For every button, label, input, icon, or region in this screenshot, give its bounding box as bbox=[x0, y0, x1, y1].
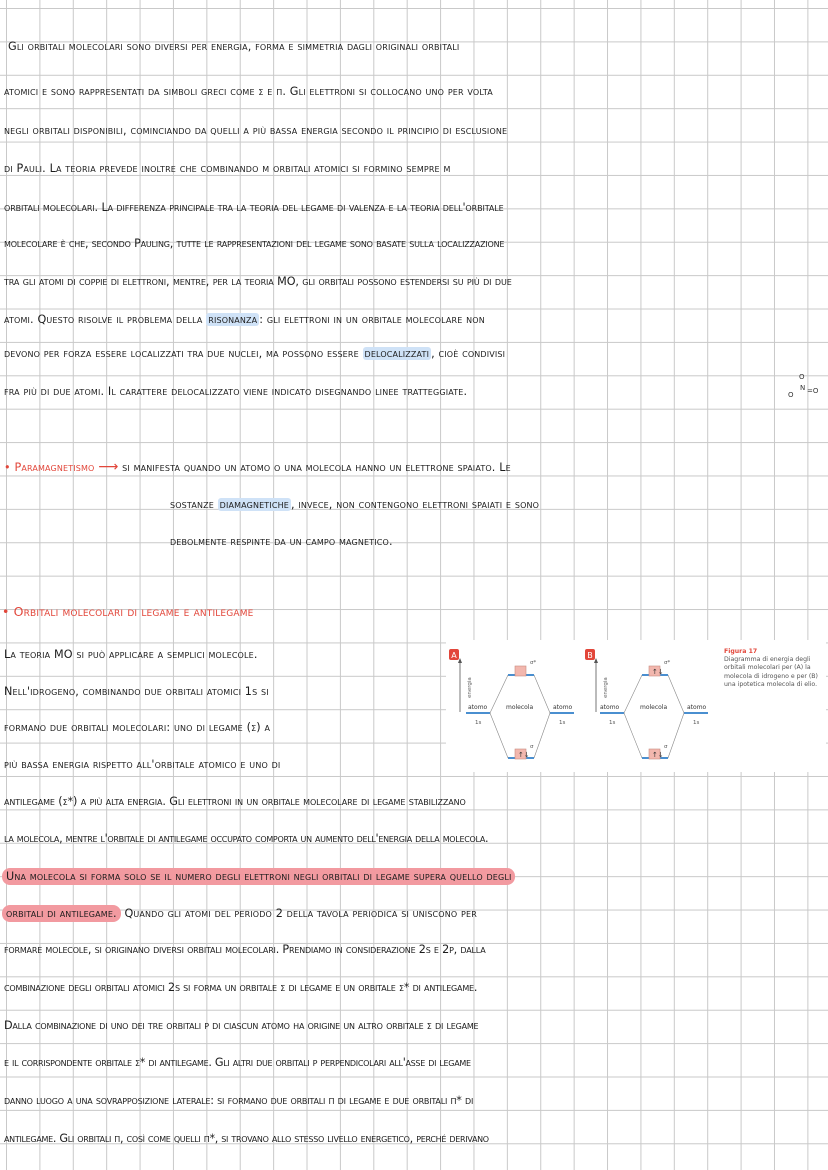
highlight-key-sentence-end: orbitali di antilegame. bbox=[2, 905, 121, 922]
ao-1s-label-a-left: 1s bbox=[475, 720, 482, 726]
para3-line-4: più bassa energia rispetto all'orbitale atomico e uno di bbox=[4, 758, 281, 771]
para2-line-2 bbox=[170, 496, 539, 514]
arrow-icon: ⟶ bbox=[98, 459, 119, 475]
highlight-key-sentence: Una molecola si forma solo se il numero degli elettroni negli orbitali di legame supera quello degli bbox=[2, 868, 515, 885]
molecule-label-b: molecola bbox=[640, 704, 668, 711]
para3-line-1: La teoria MO si può applicare a semplici molecole. bbox=[4, 648, 258, 661]
connector-b-4 bbox=[668, 713, 684, 758]
connector-a-2 bbox=[490, 713, 508, 758]
para1-text: Gli orbitali molecolari sono diversi per energia, forma e simmetria dagli originali orbitali bbox=[8, 40, 460, 53]
ao-1s-label-b-left: 1s bbox=[609, 720, 616, 726]
molecule-atom-left: O bbox=[788, 391, 794, 399]
figure-caption bbox=[724, 648, 824, 689]
para2-text: sostanze bbox=[170, 498, 214, 511]
para1-text: devono per forza essere localizzati tra due nuclei, ma possono essere bbox=[4, 347, 359, 360]
figure-mo-diagram bbox=[446, 640, 826, 772]
sigma-label-b: σ bbox=[664, 744, 668, 750]
para1-text: , cioè condivisi bbox=[431, 347, 506, 360]
para3-line-7 bbox=[2, 868, 515, 886]
para3-line-13: danno luogo a una sovrapposizione laterale: si formano due orbitali π di legame e due orbitali π* di bbox=[4, 1094, 474, 1107]
para1-line-8 bbox=[4, 311, 485, 329]
sigma-star-label-b: σ* bbox=[664, 660, 671, 666]
para1-line-2: atomici e sono rappresentati da simboli greci come σ e π. Gli elettroni si collocano uno per volta bbox=[4, 85, 493, 98]
para2-line-1 bbox=[4, 458, 511, 477]
panel-a-label: A bbox=[451, 651, 457, 660]
panel-b-label: B bbox=[587, 651, 593, 660]
electron-pair-b-bottom: ↑↓ bbox=[652, 751, 664, 759]
para1-line-9 bbox=[4, 345, 505, 363]
para3-line-8 bbox=[2, 905, 477, 923]
para1-line-3: negli orbitali disponibili, cominciando da quelli a più bassa energia secondo il principio di esclusione bbox=[4, 124, 508, 137]
para2-line-3: debolmente respinte da un campo magnetico. bbox=[170, 535, 393, 548]
section-title: • Orbitali molecolari di legame e antilegame bbox=[2, 604, 254, 619]
para1-line-4: di Pauli. La teoria prevede inoltre che combinando m orbitali atomici si formino sempre m bbox=[4, 162, 451, 175]
atom-label-a-left: atomo bbox=[468, 704, 488, 711]
atom-label-a-right: atomo bbox=[553, 704, 573, 711]
para1-line-10: fra più di due atomi. Il carattere delocalizzato viene indicato disegnando linee tratteggiate. bbox=[4, 385, 468, 398]
para3-line-10: combinazione degli orbitali atomici 2s si forma un orbitale σ di legame e un orbitale σ* di antilegame. bbox=[4, 981, 478, 994]
sigma-label-a: σ bbox=[530, 744, 534, 750]
ao-1s-label-a-right: 1s bbox=[559, 720, 566, 726]
molecule-atom-middle: N bbox=[800, 384, 806, 392]
connector-a-3 bbox=[534, 675, 550, 713]
term-paramagnetismo: • Paramagnetismo bbox=[4, 461, 95, 474]
highlight-risonanza: risonanza bbox=[208, 313, 258, 326]
electron-pair-b-top: ↑↓ bbox=[652, 668, 664, 676]
highlight-diamagnetiche: diamagnetiche bbox=[219, 498, 289, 511]
atom-label-b-right: atomo bbox=[687, 704, 707, 711]
molecule-bond-right: =O bbox=[807, 387, 819, 395]
para3-line-3: formano due orbitali molecolari: uno di legame (σ) a bbox=[4, 721, 271, 734]
sigma-star-label-a: σ* bbox=[530, 660, 537, 666]
ao-1s-label-b-right: 1s bbox=[693, 720, 700, 726]
para2-text: , invece, non contengono elettroni spaiati e sono bbox=[290, 498, 540, 511]
para3-line-9: formare molecole, si originano diversi orbitali molecolari. Prendiamo in considerazione 2s e 2p, dalla bbox=[4, 943, 486, 956]
molecule-sketch bbox=[784, 372, 828, 402]
para2-text: si manifesta quando un atomo o una molecola hanno un elettrone spaiato. Le bbox=[122, 461, 511, 474]
energy-label-a: energia bbox=[467, 677, 473, 698]
highlight-delocalizzati: delocalizzati bbox=[364, 347, 430, 360]
figure-caption-text: Diagramma di energia degli orbitali molecolari per (A) la molecola di idrogeno e per (B) una ipotetica molecola di elio. bbox=[724, 656, 818, 688]
para1-text: : gli elettroni in un orbitale molecolare non bbox=[259, 313, 485, 326]
para1-line-7: tra gli atomi di coppie di elettroni, mentre, per la teoria MO, gli orbitali possono estendersi su più di due bbox=[4, 275, 512, 288]
connector-b-3 bbox=[668, 675, 684, 713]
figure-caption-title: Figura 17 bbox=[724, 648, 758, 655]
para1-text: atomi. Questo risolve il problema della bbox=[4, 313, 203, 326]
para3-line-11: Dalla combinazione di uno dei tre orbitali p di ciascun atomo ha origine un altro orbitale σ di legame bbox=[4, 1019, 479, 1032]
connector-b-2 bbox=[624, 713, 642, 758]
para3-line-5: antilegame (σ*) a più alta energia. Gli elettroni in un orbitale molecolare di legame stabilizzano bbox=[4, 795, 466, 808]
molecule-label-a: molecola bbox=[506, 704, 534, 711]
connector-a-4 bbox=[534, 713, 550, 758]
para1-line-6: molecolare è che, secondo Pauling, tutte le rappresentazioni del legame sono basate sulla localizzazione bbox=[4, 237, 505, 250]
molecule-atom-top: O bbox=[799, 373, 805, 381]
mo-sigma-star-box-a bbox=[515, 666, 526, 676]
para3-line-6: la molecola, mentre l'orbitale di antilegame occupato comporta un aumento dell'energia della molecola. bbox=[4, 832, 489, 845]
para3-line-2: Nell'idrogeno, combinando due orbitali atomici 1s si bbox=[4, 685, 269, 698]
para3-line-14: antilegame. Gli orbitali π, così come quelli π*, si trovano allo stesso livello energetico, perché derivano bbox=[4, 1132, 489, 1145]
para3-text: Quando gli atomi del periodo 2 della tavola periodica si uniscono per bbox=[124, 907, 477, 920]
energy-label-b: energia bbox=[603, 677, 609, 698]
para1-line-5: orbitali molecolari. La differenza principale tra la teoria del legame di valenza e la teoria dell'orbitale bbox=[4, 201, 504, 214]
atom-label-b-left: atomo bbox=[600, 704, 620, 711]
para1-line-1 bbox=[8, 38, 459, 56]
electron-pair-a: ↑↓ bbox=[518, 751, 530, 759]
para3-line-12: e il corrispondente orbitale σ* di antilegame. Gli altri due orbitali p perpendicolari all'asse di legame bbox=[4, 1056, 471, 1069]
